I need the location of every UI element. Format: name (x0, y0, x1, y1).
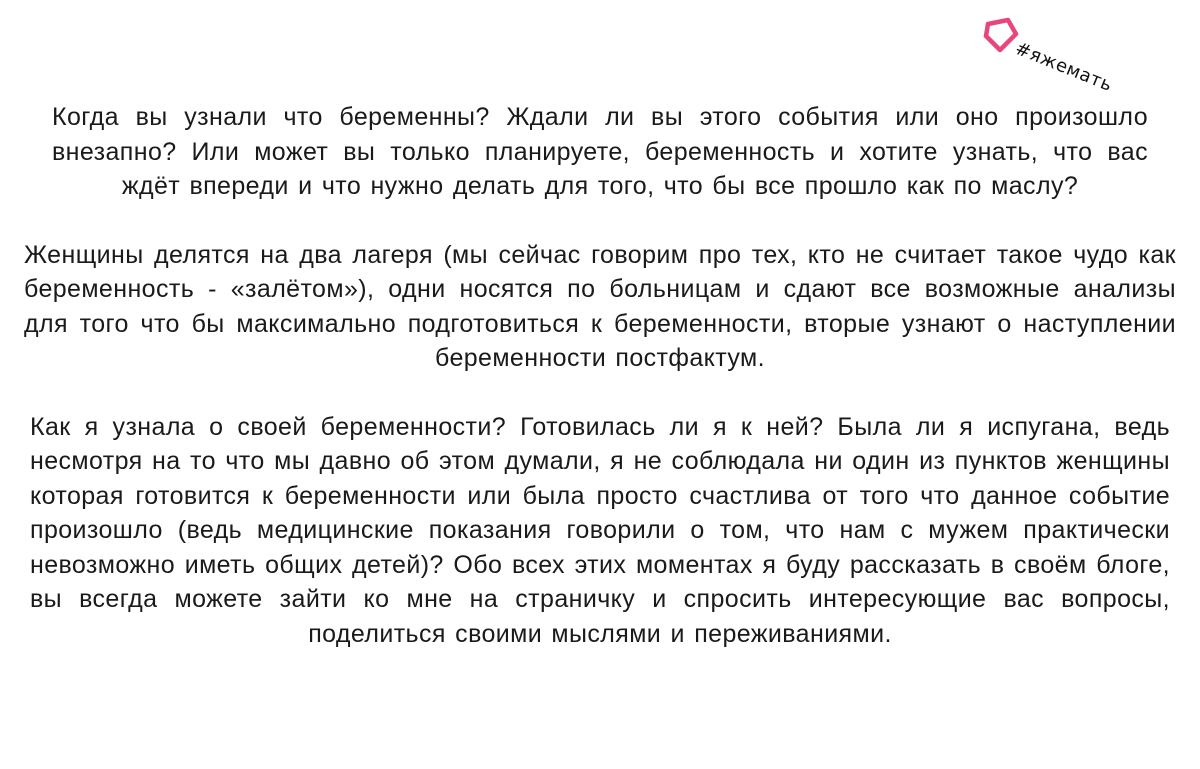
paragraph-two-camps: Женщины делятся на два лагеря (мы сейчас говорим про тех, кто не считает такое чудо как беременность - «залётом»), одни носятся по больницам и сдают все возможные анализы для того что бы максимально подготовиться к беременности, вторые узнают о наступлении беременности постфактум. (24, 240, 1176, 372)
hashtag-text: #яжемать (1012, 38, 1116, 97)
paragraph-personal-story: Как я узнала о своей беременности? Готовилась ли я к ней? Была ли я испугана, ведь несмотря на то что мы давно об этом думали, я не соблюдала ни один из пунктов женщины которая готовится к беременности или была просто счастлива от того что данное событие произошло (ведь медицинские показания говорили о том, что нам с мужем практически невозможно иметь общих детей)? Обо всех этих моментах я буду рассказать в своём блоге, вы всегда можете зайти ко мне на страничку и спросить интересующие вас вопросы, поделиться своими мыслями и переживаниями. (30, 412, 1170, 648)
article-body (24, 100, 1176, 685)
hashtag-badge (982, 14, 1152, 104)
paragraph-intro: Когда вы узнали что беременны? Ждали ли вы этого события или оно произошло внезапно? Или может вы только планируете, беременность и хотите узнать, что вас ждёт впереди и что нужно делать для того, что бы все прошло как по маслу? (52, 103, 1148, 200)
